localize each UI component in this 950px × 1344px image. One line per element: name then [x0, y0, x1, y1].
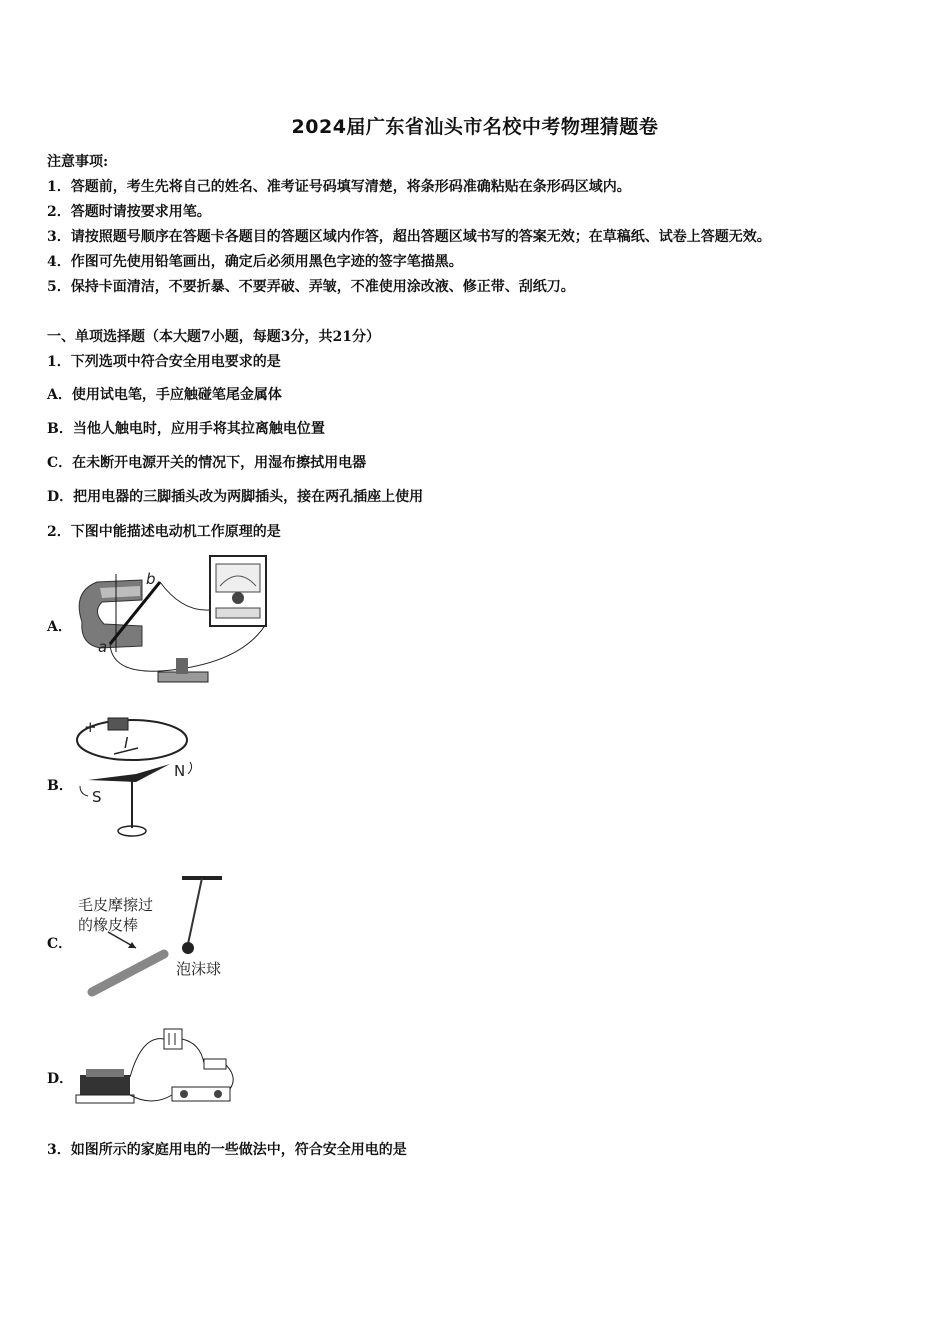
figure-charged-rod	[72, 872, 234, 1006]
label-b: b	[146, 570, 156, 588]
label-a: a	[98, 638, 108, 656]
question-2-option-d-letter: D．	[47, 1071, 74, 1087]
question-1-option-b: B．当他人触电时，应用手将其拉离触电位置	[47, 421, 325, 437]
label-current: I	[124, 734, 129, 752]
question-1-option-d: D．把用电器的三脚插头改为两脚插头，接在两孔插座上使用	[47, 489, 424, 505]
page-title: 2024届广东省汕头市名校中考物理猜题卷	[291, 116, 659, 138]
ball-caption: 泡沫球	[176, 960, 222, 978]
rod-caption-1: 毛皮摩擦过	[78, 896, 154, 914]
question-2-stem: 2．下图中能描述电动机工作原理的是	[47, 524, 281, 540]
question-1-option-c: C．在未断开电源开关的情况下，用湿布擦拭用电器	[47, 455, 367, 471]
question-1-option-a: A．使用试电笔，手应触碰笔尾金属体	[47, 387, 282, 403]
notice-item: 3．请按照题号顺序在答题卡各题目的答题区域内作答，超出答题区域书写的答案无效；在草稿纸、试卷上答题无效。	[47, 229, 771, 245]
notice-item: 5．保持卡面清洁，不要折暴、不要弄破、弄皱，不准使用涂改液、修正带、刮纸刀。	[47, 279, 575, 295]
figure-generator	[72, 552, 272, 687]
label-north: N	[174, 762, 186, 780]
notice-item: 4．作图可先使用铅笔画出，确定后必须用黑色字迹的签字笔描黑。	[47, 254, 463, 270]
question-3-stem: 3．如图所示的家庭用电的一些做法中，符合安全用电的是	[47, 1142, 407, 1158]
question-2-option-c-letter: C．	[47, 936, 73, 952]
question-2-option-b-letter: B．	[47, 778, 73, 794]
notice-item: 2．答题时请按要求用笔。	[47, 204, 211, 220]
figure-motor-circuit	[72, 1025, 238, 1111]
question-2-option-a-letter: A．	[47, 619, 72, 635]
question-1-stem: 1．下列选项中符合安全用电要求的是	[47, 354, 281, 370]
figure-oersted	[72, 710, 202, 848]
label-south: S	[92, 788, 102, 806]
notice-heading: 注意事项:	[47, 154, 109, 170]
rod-caption-2: 的橡皮棒	[78, 916, 139, 934]
notice-item: 1．答题前，考生先将自己的姓名、准考证号码填写清楚，将条形码准确粘贴在条形码区域内。	[47, 179, 631, 195]
label-plus: +	[84, 718, 97, 736]
section-heading: 一、单项选择题（本大题7小题，每题3分，共21分）	[47, 329, 380, 345]
